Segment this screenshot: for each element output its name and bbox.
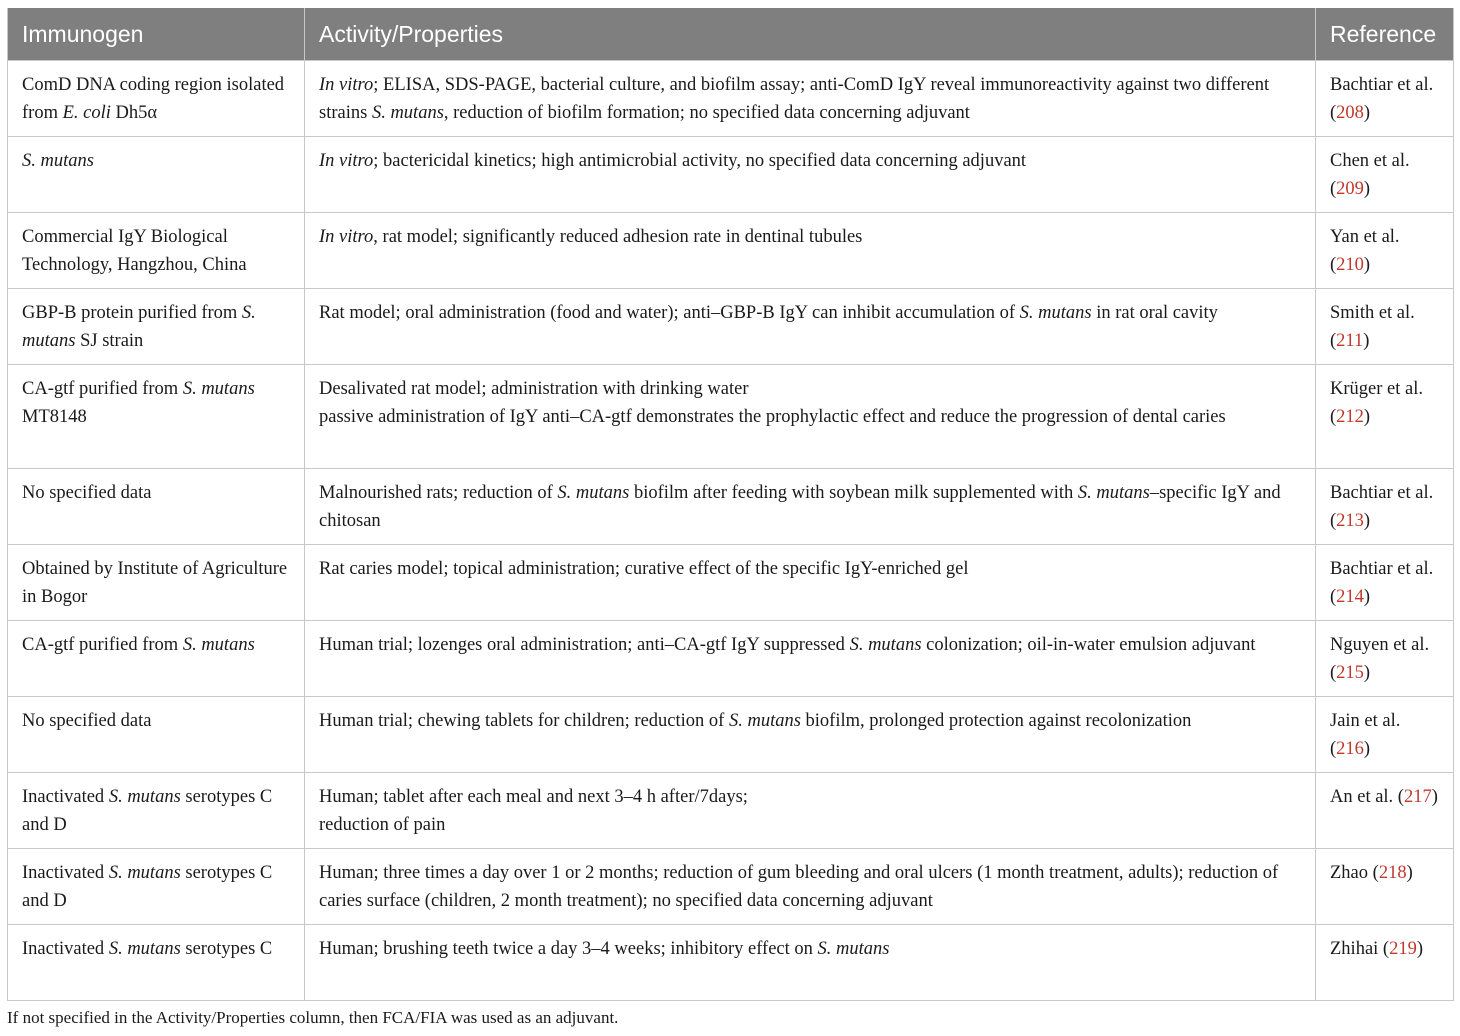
italic-term: S. mutans (22, 303, 256, 351)
text-run: –specific IgY and chitosan (319, 483, 1281, 531)
text-run: passive administration of IgY anti–CA-gtf demonstrates the prophylactic effect and reduce the progression of dental caries (319, 407, 1226, 427)
reference-close-paren: ) (1363, 331, 1370, 351)
text-run: No specified data (22, 711, 152, 731)
italic-term: S. mutans (182, 635, 255, 655)
table-footnote: If not specified in the Activity/Properties column, then FCA/FIA was used as an adjuvant. (7, 1008, 619, 1027)
table-row (8, 545, 1454, 621)
text-run: Dh5α (110, 103, 158, 123)
reference-close-paren: ) (1363, 179, 1371, 199)
cell-activity (305, 697, 1316, 773)
reference-close-paren: ) (1363, 407, 1371, 427)
cell-reference (1316, 213, 1454, 289)
reference-link[interactable]: 211 (1336, 331, 1364, 351)
italic-term: S. mutans (1077, 483, 1150, 503)
cell-activity (305, 773, 1316, 849)
italic-term: S. mutans (371, 103, 444, 123)
text-run: biofilm, prolonged protection against recolonization (800, 711, 1192, 731)
italic-term: S. mutans (22, 151, 94, 171)
text-run: Rat caries model; topical administration; curative effect of the specific IgY-enriched gel (319, 559, 969, 579)
text-run: No specified data (22, 483, 152, 503)
italic-term: S. mutans (817, 939, 890, 959)
italic-term: S. mutans (108, 863, 181, 883)
cell-immunogen (8, 469, 305, 545)
table-row (8, 365, 1454, 469)
reference-close-paren: ) (1363, 739, 1371, 759)
cell-immunogen (8, 773, 305, 849)
cell-reference (1316, 545, 1454, 621)
text-run: Obtained by Institute of Agriculture in Bogor (22, 559, 288, 607)
reference-link[interactable]: 212 (1336, 407, 1364, 427)
table-row (8, 289, 1454, 365)
immunogen-table (7, 8, 1454, 1001)
italic-term: S. mutans (108, 787, 181, 807)
reference-author: Bachtiar et al. ( (1330, 75, 1434, 123)
cell-reference (1316, 925, 1454, 1001)
text-run: SJ strain (75, 331, 144, 351)
reference-author: Bachtiar et al. ( (1330, 559, 1434, 607)
reference-close-paren: ) (1431, 787, 1438, 807)
text-run: ; bactericidal kinetics; high antimicrobial activity, no specified data concerning adjuvant (373, 151, 1027, 171)
reference-link[interactable]: 213 (1336, 511, 1364, 531)
cell-activity (305, 621, 1316, 697)
italic-term: S. mutans (108, 939, 181, 959)
table-row (8, 61, 1454, 137)
italic-term: E. coli (62, 103, 111, 123)
text-run: in rat oral cavity (1091, 303, 1218, 323)
text-run: ComD DNA coding region isolated from (22, 75, 285, 123)
cell-activity (305, 545, 1316, 621)
text-run: serotypes C (180, 939, 273, 959)
text-run: reduction of pain (319, 815, 446, 835)
text-run: , rat model; significantly reduced adhesion rate in dentinal tubules (373, 227, 863, 247)
cell-reference (1316, 697, 1454, 773)
cell-activity (305, 365, 1316, 469)
text-run: Human; tablet after each meal and next 3–4 h after/7days; (319, 787, 748, 807)
text-run: Inactivated (22, 787, 109, 807)
text-run: Rat model; oral administration (food and water); anti–GBP-B IgY can inhibit accumulation of (319, 303, 1020, 323)
text-run: CA-gtf purified from (22, 635, 183, 655)
cell-reference (1316, 469, 1454, 545)
italic-term: S. mutans (1019, 303, 1092, 323)
table-header-row (8, 8, 1454, 61)
header-immunogen: Immunogen (8, 8, 305, 61)
reference-close-paren: ) (1416, 939, 1423, 959)
reference-author: An et al. ( (1330, 787, 1404, 807)
cell-immunogen (8, 365, 305, 469)
table-row (8, 213, 1454, 289)
cell-immunogen (8, 621, 305, 697)
cell-activity (305, 925, 1316, 1001)
cell-immunogen (8, 849, 305, 925)
italic-term: S. mutans (557, 483, 630, 503)
cell-immunogen (8, 925, 305, 1001)
reference-link[interactable]: 214 (1336, 587, 1364, 607)
cell-immunogen (8, 213, 305, 289)
text-run: serotypes C and D (22, 863, 273, 911)
italic-term: S. mutans (182, 379, 255, 399)
cell-immunogen (8, 697, 305, 773)
text-run: Desalivated rat model; administration with drinking water (319, 379, 749, 399)
text-run: Inactivated (22, 863, 109, 883)
text-run: Human; three times a day over 1 or 2 months; reduction of gum bleeding and oral ulcers (1 month treatment, adults); reduction of caries surface (children, 2 month treatment); no specified data concerning adjuvant (319, 863, 1279, 911)
reference-link[interactable]: 219 (1389, 939, 1417, 959)
cell-immunogen (8, 545, 305, 621)
italic-term: In vitro (319, 151, 374, 171)
table-body (8, 61, 1454, 1001)
reference-author: Zhao ( (1330, 863, 1379, 883)
italic-term: S. mutans (849, 635, 922, 655)
reference-author: Jain et al. ( (1330, 711, 1401, 759)
table-container (7, 8, 1453, 1001)
italic-term: In vitro (319, 75, 374, 95)
cell-activity (305, 289, 1316, 365)
table-row (8, 137, 1454, 213)
text-run: GBP-B protein purified from (22, 303, 242, 323)
reference-link[interactable]: 210 (1336, 255, 1364, 275)
text-run: , reduction of biofilm formation; no specified data concerning adjuvant (443, 103, 970, 123)
reference-link[interactable]: 209 (1336, 179, 1364, 199)
cell-activity (305, 469, 1316, 545)
cell-activity (305, 137, 1316, 213)
table-row (8, 773, 1454, 849)
text-run: Malnourished rats; reduction of (319, 483, 558, 503)
cell-immunogen (8, 289, 305, 365)
header-activity: Activity/Properties (305, 8, 1316, 61)
text-run: serotypes C and D (22, 787, 273, 835)
cell-reference (1316, 621, 1454, 697)
text-run: Inactivated (22, 939, 109, 959)
table-row (8, 849, 1454, 925)
reference-author: Bachtiar et al. ( (1330, 483, 1434, 531)
text-run: Human; brushing teeth twice a day 3–4 weeks; inhibitory effect on (319, 939, 818, 959)
text-run: ; ELISA, SDS-PAGE, bacterial culture, and biofilm assay; anti-ComD IgY reveal immunoreactivity against two different strains (319, 75, 1270, 123)
reference-author: Krüger et al. ( (1330, 379, 1423, 427)
reference-close-paren: ) (1363, 255, 1371, 275)
cell-reference (1316, 61, 1454, 137)
reference-close-paren: ) (1363, 103, 1371, 123)
text-run: Human trial; chewing tablets for children; reduction of (319, 711, 729, 731)
table-row (8, 469, 1454, 545)
table-row (8, 697, 1454, 773)
text-run: colonization; oil-in-water emulsion adjuvant (921, 635, 1256, 655)
cell-reference (1316, 773, 1454, 849)
italic-term: S. mutans (728, 711, 801, 731)
cell-activity (305, 849, 1316, 925)
text-run: MT8148 (22, 407, 87, 427)
reference-link[interactable]: 217 (1403, 787, 1432, 807)
reference-close-paren: ) (1363, 587, 1371, 607)
cell-reference (1316, 289, 1454, 365)
reference-author: Nguyen et al. ( (1330, 635, 1430, 683)
reference-link[interactable]: 215 (1336, 663, 1364, 683)
cell-activity (305, 213, 1316, 289)
reference-author: Zhihai ( (1330, 939, 1390, 959)
text-run: CA-gtf purified from (22, 379, 183, 399)
cell-reference (1316, 365, 1454, 469)
reference-close-paren: ) (1363, 511, 1371, 531)
reference-link[interactable]: 218 (1378, 863, 1407, 883)
cell-activity (305, 61, 1316, 137)
reference-author: Chen et al. ( (1330, 151, 1410, 199)
cell-reference (1316, 137, 1454, 213)
reference-link[interactable]: 216 (1336, 739, 1364, 759)
text-run: Commercial IgY Biological Technology, Hangzhou, China (22, 227, 247, 275)
cell-immunogen (8, 61, 305, 137)
cell-immunogen (8, 137, 305, 213)
reference-author: Yan et al. ( (1330, 227, 1400, 275)
header-reference: Reference (1316, 8, 1454, 61)
reference-link[interactable]: 208 (1336, 103, 1364, 123)
table-row (8, 621, 1454, 697)
table-row (8, 925, 1454, 1001)
reference-author: Smith et al. ( (1330, 303, 1415, 351)
reference-close-paren: ) (1363, 663, 1371, 683)
cell-reference (1316, 849, 1454, 925)
text-run: Human trial; lozenges oral administration; anti–CA-gtf IgY suppressed (319, 635, 850, 655)
italic-term: In vitro (319, 227, 374, 247)
reference-close-paren: ) (1406, 863, 1413, 883)
text-run: biofilm after feeding with soybean milk supplemented with (629, 483, 1078, 503)
